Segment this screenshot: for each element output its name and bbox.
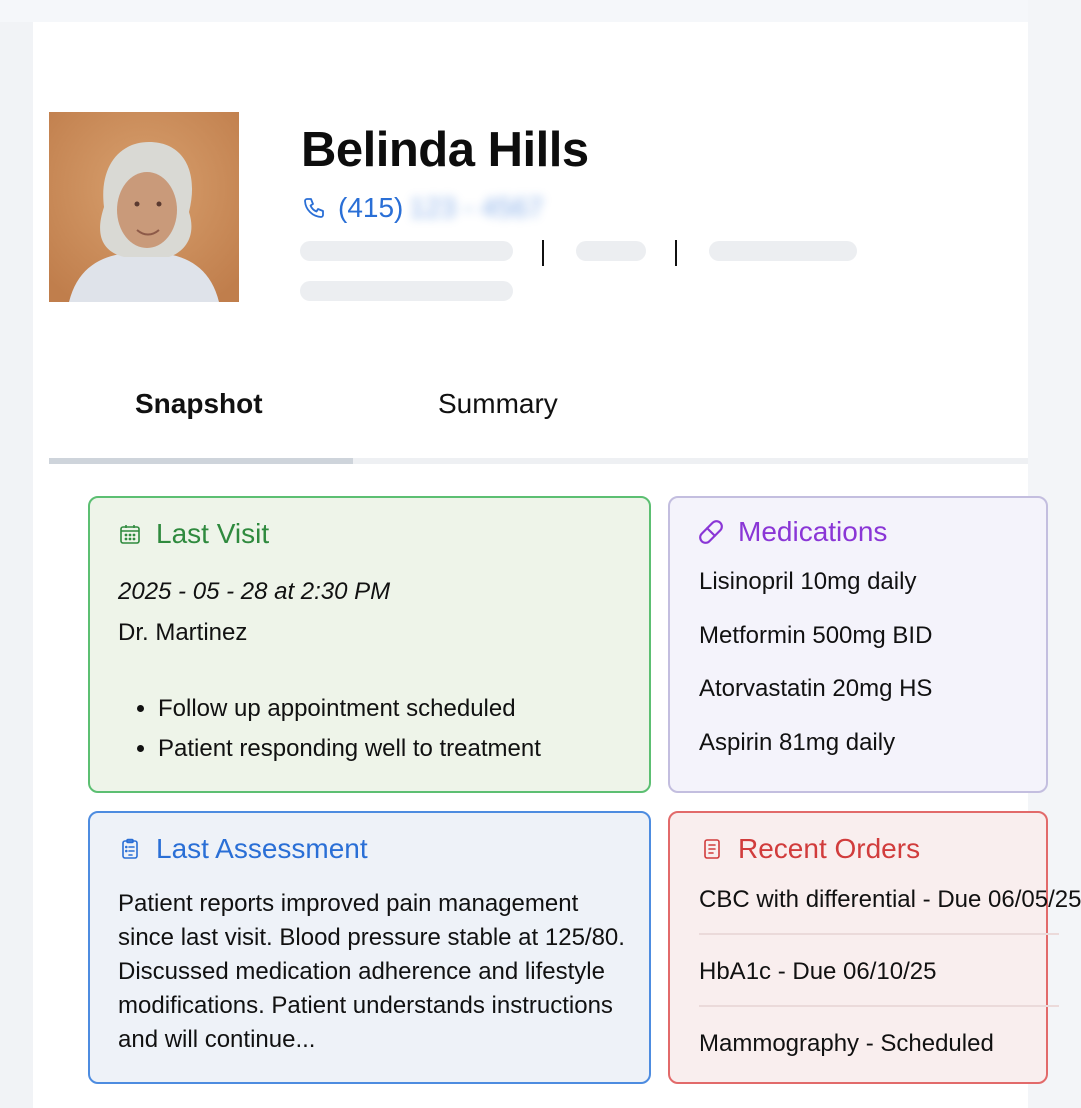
assessment-notes: Patient reports improved pain management since last visit. Blood pressure stable at 125/80. Discussed medication adherence and lifestyle modifications. Patient understands instructions and will continue... — [118, 890, 625, 1053]
info-placeholder — [300, 241, 513, 261]
window-top-strip — [0, 0, 1028, 22]
medications-title — [698, 516, 887, 548]
order-item[interactable]: CBC with differential - Due 06/05/25 — [699, 886, 1081, 913]
recent-orders-heading: Recent Orders — [738, 833, 921, 864]
active-tab-indicator — [49, 458, 353, 464]
order-item[interactable]: HbA1c - Due 06/10/25 — [699, 958, 937, 985]
list-item: • Follow up appointment scheduled — [158, 696, 541, 722]
last-assessment-title — [118, 833, 368, 865]
phone-area-code: (415) — [338, 192, 404, 223]
last-visit-date: 2025 - 05 - 28 at 2:30 PM — [118, 578, 391, 605]
last-assessment-card[interactable] — [88, 811, 651, 1084]
info-placeholder — [576, 241, 646, 261]
last-visit-notes — [130, 696, 541, 776]
order-divider — [699, 933, 1059, 935]
last-assessment-heading: Last Assessment — [156, 833, 368, 864]
medication-item: Atorvastatin 20mg HS — [699, 675, 933, 702]
left-rail — [0, 22, 33, 1108]
last-visit-doctor: Dr. Martinez — [118, 619, 248, 646]
clipboard-icon — [118, 837, 142, 861]
recent-orders-card[interactable] — [668, 811, 1081, 1084]
last-visit-title — [118, 518, 269, 550]
phone-icon — [302, 196, 326, 220]
last-visit-card[interactable] — [88, 496, 651, 793]
phone-redacted: 123 - 4567 — [409, 192, 544, 223]
medication-item: Aspirin 81mg daily — [699, 729, 896, 756]
patient-phone[interactable] — [302, 192, 543, 224]
patient-name: Belinda Hills — [301, 123, 589, 177]
patient-avatar — [49, 112, 239, 302]
recent-orders-title — [700, 833, 920, 865]
medication-item: Lisinopril 10mg daily — [699, 568, 917, 595]
info-separator — [675, 240, 677, 266]
order-divider — [699, 1005, 1059, 1007]
list-item: • Patient responding well to treatment — [158, 736, 541, 762]
pill-icon — [698, 519, 724, 545]
last-visit-heading: Last Visit — [156, 518, 270, 549]
tab-summary[interactable]: Summary — [438, 388, 558, 419]
document-icon — [700, 837, 724, 861]
info-placeholder — [300, 281, 513, 301]
order-item[interactable]: Mammography - Scheduled — [699, 1030, 994, 1057]
calendar-icon — [118, 522, 142, 546]
tab-snapshot[interactable]: Snapshot — [135, 388, 263, 419]
medications-card[interactable] — [668, 496, 1048, 793]
medication-item: Metformin 500mg BID — [699, 622, 933, 649]
info-placeholder — [709, 241, 857, 261]
info-separator — [542, 240, 544, 266]
medications-heading: Medications — [738, 516, 888, 547]
